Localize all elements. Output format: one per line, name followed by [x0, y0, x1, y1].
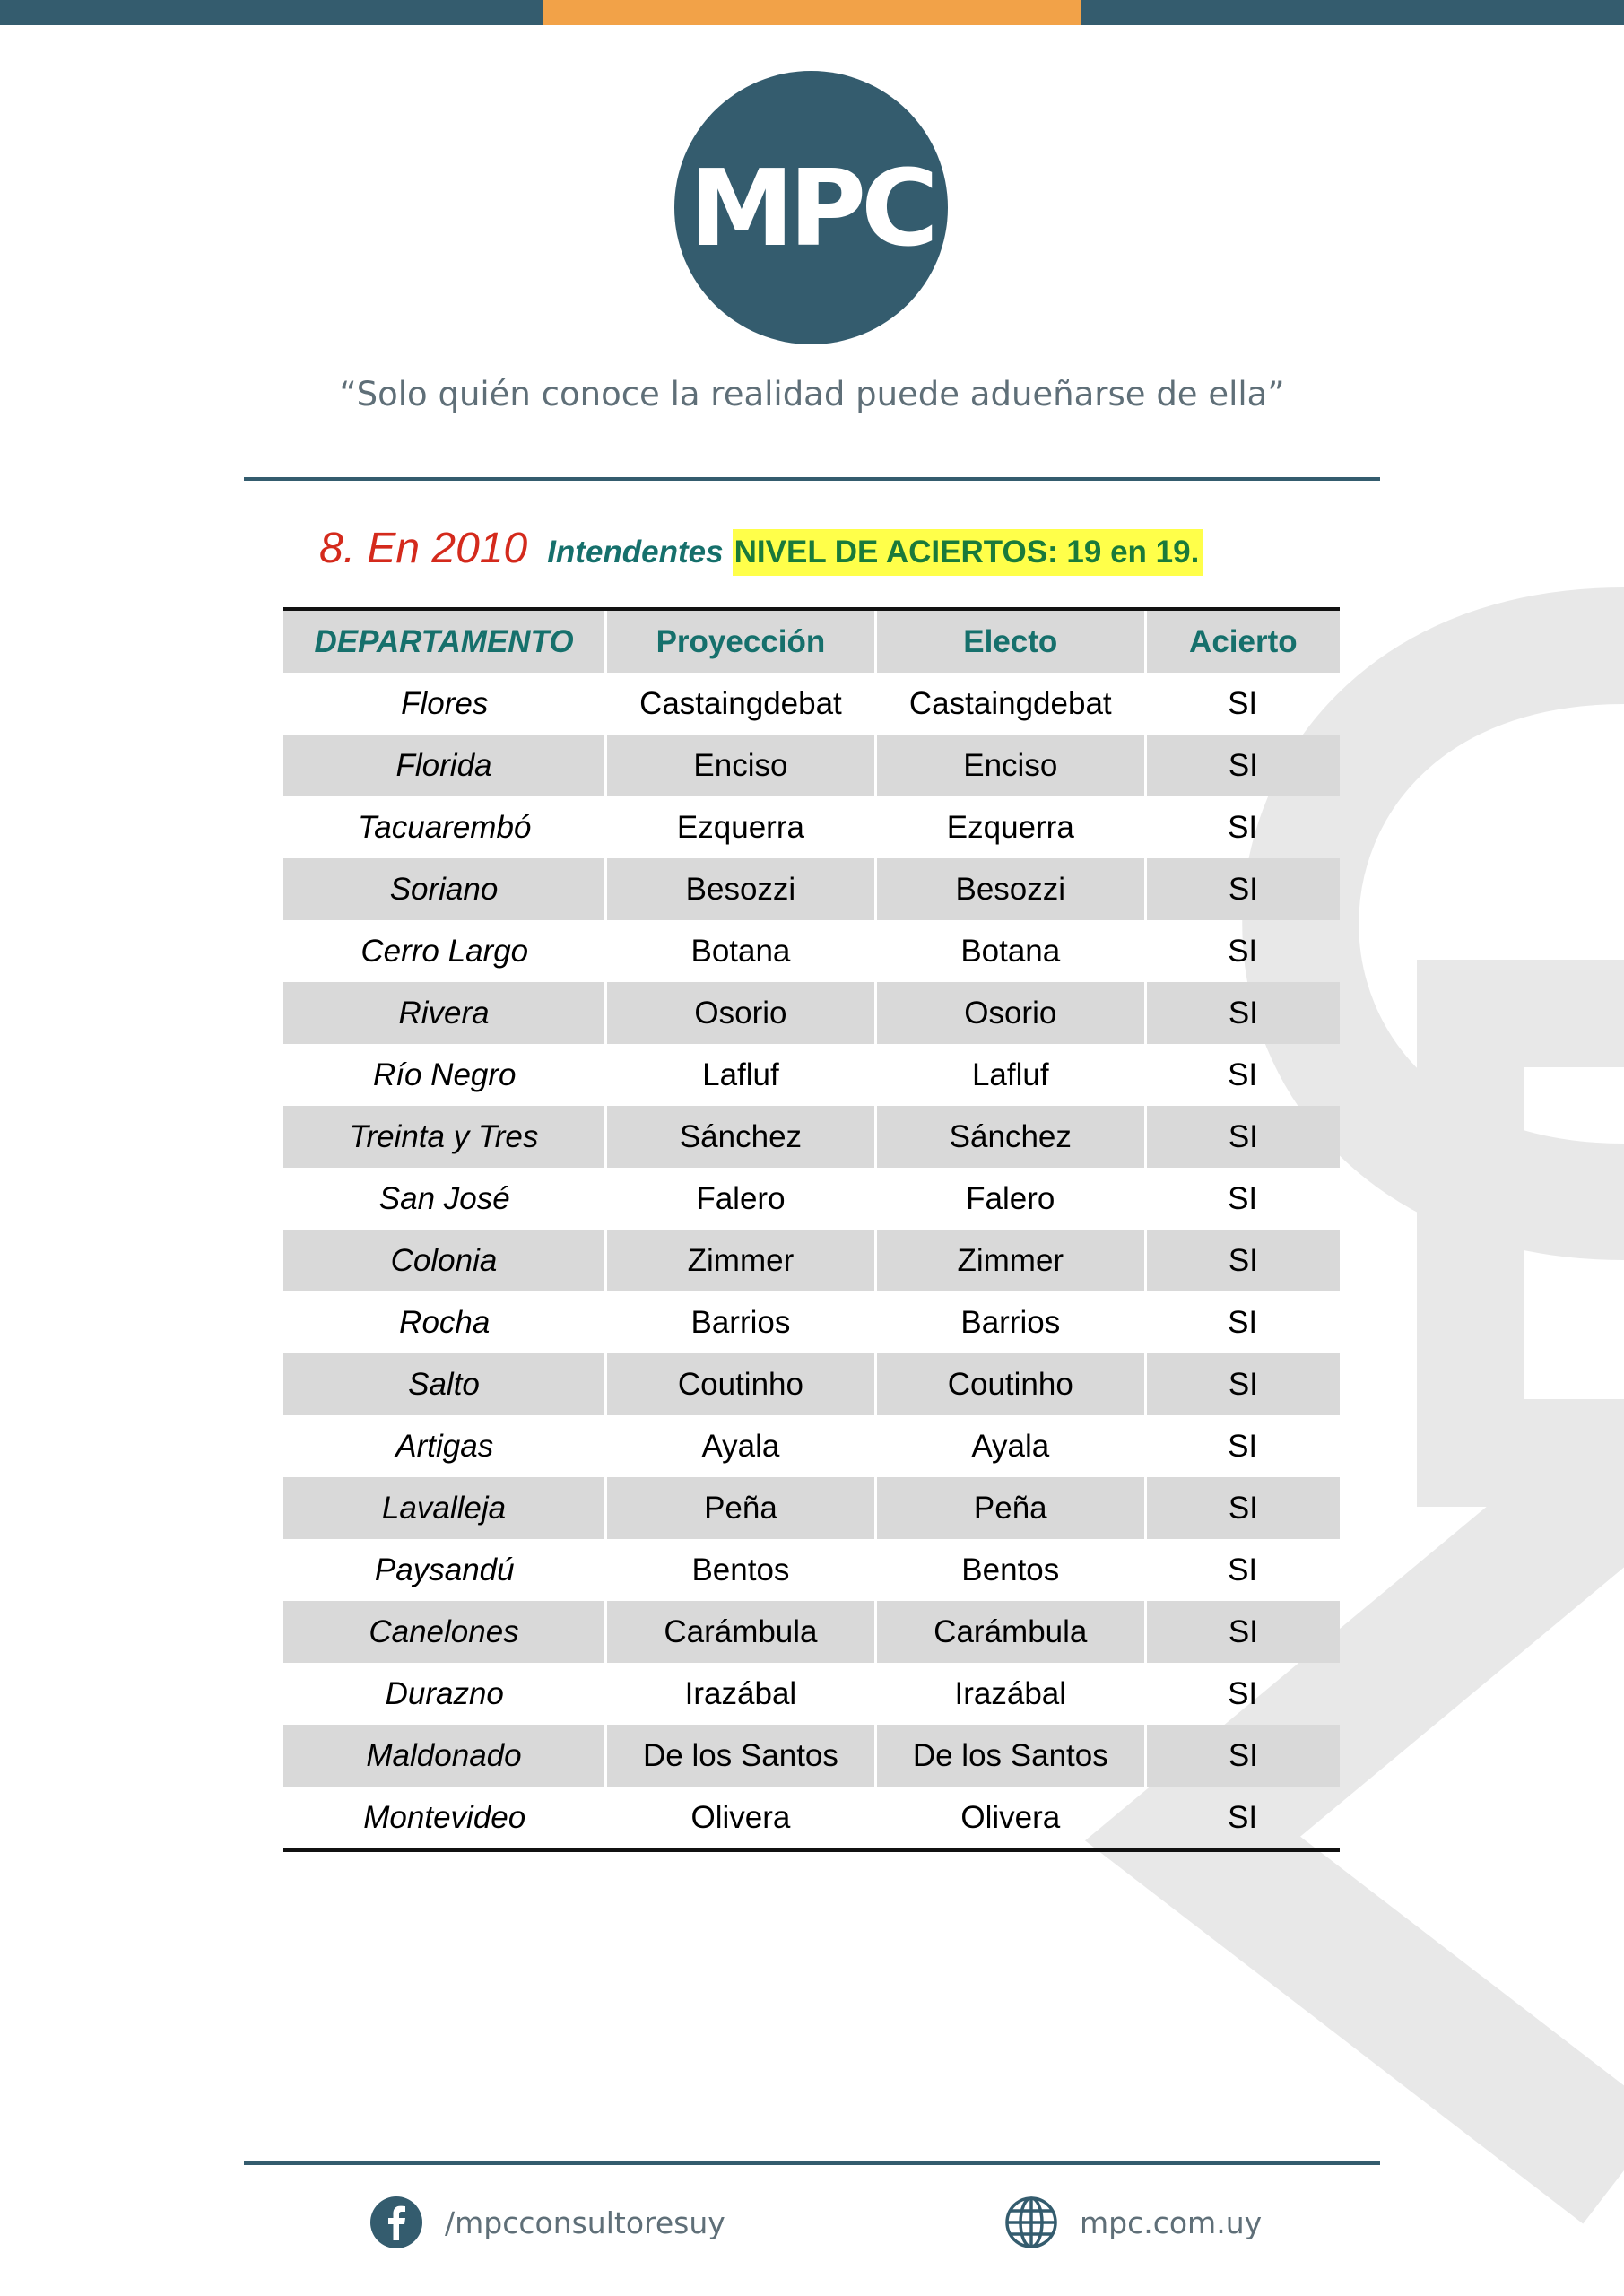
- header-proyeccion: Proyección: [606, 609, 876, 673]
- table-row: [283, 796, 1340, 858]
- footer-facebook[interactable]: [369, 2196, 725, 2249]
- table-row: [283, 1106, 1340, 1168]
- heading-highlight: NIVEL DE ACIERTOS: 19 en 19.: [733, 529, 1203, 576]
- cell-acierto: SI: [1145, 1230, 1340, 1292]
- header-electo: Electo: [875, 609, 1145, 673]
- cell-proyeccion: Coutinho: [606, 1353, 876, 1415]
- cell-electo: Olivera: [960, 1799, 1061, 1835]
- top-band-left: [0, 0, 543, 25]
- cell-proyeccion: Olivera: [690, 1799, 791, 1835]
- cell-proyeccion: De los Santos: [606, 1725, 876, 1787]
- footer-website[interactable]: [1004, 2196, 1262, 2249]
- table-body: [283, 673, 1340, 1850]
- cell-departamento: Flores: [401, 685, 489, 721]
- cell-acierto: SI: [1228, 1304, 1258, 1340]
- cell-departamento: Soriano: [283, 858, 606, 920]
- cell-proyeccion: Castaingdebat: [639, 685, 842, 721]
- cell-acierto: SI: [1228, 1428, 1258, 1464]
- cell-electo: Osorio: [875, 982, 1145, 1044]
- table-row: [283, 735, 1340, 796]
- cell-departamento: Lavalleja: [283, 1477, 606, 1539]
- cell-departamento: San José: [378, 1180, 510, 1216]
- cell-departamento: Salto: [283, 1353, 606, 1415]
- cell-electo: Carámbula: [875, 1601, 1145, 1663]
- cell-acierto: SI: [1145, 1106, 1340, 1168]
- section-heading: [319, 524, 1203, 578]
- cell-electo: Ayala: [971, 1428, 1050, 1464]
- cell-departamento: Durazno: [385, 1675, 504, 1711]
- table-row: [283, 1292, 1340, 1353]
- mpc-logo: [674, 71, 948, 344]
- table-row: [283, 1477, 1340, 1539]
- table-header-row: [283, 609, 1340, 673]
- cell-acierto: SI: [1228, 1675, 1258, 1711]
- watermark-p-shape: [1471, 1013, 1624, 1453]
- cell-acierto: SI: [1228, 1552, 1258, 1587]
- cell-acierto: SI: [1145, 735, 1340, 796]
- cell-electo: Enciso: [875, 735, 1145, 796]
- cell-departamento: Artigas: [395, 1428, 494, 1464]
- cell-electo: Besozzi: [875, 858, 1145, 920]
- cell-acierto: SI: [1228, 933, 1258, 969]
- cell-departamento: Rocha: [399, 1304, 491, 1340]
- cell-electo: Barrios: [960, 1304, 1061, 1340]
- globe-icon: [1004, 2196, 1058, 2249]
- cell-electo: Falero: [966, 1180, 1055, 1216]
- cell-acierto: SI: [1228, 809, 1258, 845]
- cell-proyeccion: Barrios: [690, 1304, 791, 1340]
- cell-electo: Botana: [960, 933, 1061, 969]
- cell-electo: Ezquerra: [946, 809, 1074, 845]
- table-row: [283, 1044, 1340, 1106]
- cell-proyeccion: Ayala: [701, 1428, 780, 1464]
- cell-proyeccion: Irazábal: [684, 1675, 797, 1711]
- table-row: [283, 1663, 1340, 1725]
- cell-acierto: SI: [1228, 1180, 1258, 1216]
- cell-acierto: SI: [1228, 1799, 1258, 1835]
- cell-departamento: Canelones: [283, 1601, 606, 1663]
- table-row: [283, 1539, 1340, 1601]
- cell-electo: Zimmer: [875, 1230, 1145, 1292]
- table-row: [283, 1725, 1340, 1787]
- top-color-band: [0, 0, 1624, 25]
- cell-electo: Castaingdebat: [908, 685, 1112, 721]
- cell-proyeccion: Besozzi: [606, 858, 876, 920]
- table-row: [283, 858, 1340, 920]
- cell-departamento: Río Negro: [372, 1057, 517, 1092]
- table-row: [283, 1601, 1340, 1663]
- table-row: [283, 1787, 1340, 1850]
- cell-proyeccion: Enciso: [606, 735, 876, 796]
- cell-proyeccion: Peña: [606, 1477, 876, 1539]
- cell-proyeccion: Carámbula: [606, 1601, 876, 1663]
- cell-acierto: SI: [1145, 982, 1340, 1044]
- cell-acierto: SI: [1145, 1601, 1340, 1663]
- table-row: [283, 1415, 1340, 1477]
- cell-departamento: Colonia: [283, 1230, 606, 1292]
- cell-departamento: Paysandú: [374, 1552, 515, 1587]
- cell-acierto: SI: [1145, 1477, 1340, 1539]
- cell-electo: Lafluf: [971, 1057, 1049, 1092]
- cell-departamento: Montevideo: [363, 1799, 526, 1835]
- cell-electo: Peña: [875, 1477, 1145, 1539]
- table-row: [283, 1168, 1340, 1230]
- watermark-c-shape: [1300, 646, 1624, 1202]
- heading-number: 8. En 2010: [319, 525, 528, 572]
- header-departamento: DEPARTAMENTO: [283, 609, 606, 673]
- cell-proyeccion: Botana: [690, 933, 791, 969]
- cell-departamento: Treinta y Tres: [283, 1106, 606, 1168]
- cell-proyeccion: Zimmer: [606, 1230, 876, 1292]
- top-band-center: [543, 0, 1081, 25]
- cell-electo: Irazábal: [954, 1675, 1067, 1711]
- table-row: [283, 1353, 1340, 1415]
- cell-departamento: Florida: [283, 735, 606, 796]
- cell-proyeccion: Osorio: [606, 982, 876, 1044]
- top-band-right: [1081, 0, 1624, 25]
- cell-proyeccion: Ezquerra: [676, 809, 804, 845]
- table-row: [283, 1230, 1340, 1292]
- cell-proyeccion: Sánchez: [606, 1106, 876, 1168]
- cell-electo: Coutinho: [875, 1353, 1145, 1415]
- cell-departamento: Rivera: [283, 982, 606, 1044]
- table-row: [283, 673, 1340, 735]
- cell-departamento: Maldonado: [283, 1725, 606, 1787]
- mpc-logo-text: MPC: [689, 145, 934, 270]
- cell-electo: De los Santos: [875, 1725, 1145, 1787]
- cell-proyeccion: Falero: [696, 1180, 786, 1216]
- header-divider: [244, 477, 1380, 481]
- facebook-icon: [369, 2196, 423, 2249]
- header-acierto: Acierto: [1145, 609, 1340, 673]
- footer-divider: [244, 2161, 1380, 2165]
- cell-acierto: SI: [1145, 1725, 1340, 1787]
- cell-electo: Sánchez: [875, 1106, 1145, 1168]
- cell-electo: Bentos: [961, 1552, 1060, 1587]
- table-row: [283, 982, 1340, 1044]
- tagline: “Solo quién conoce la realidad puede adueñarse de ella”: [339, 375, 1285, 413]
- heading-subtitle: Intendentes: [547, 535, 724, 570]
- cell-proyeccion: Bentos: [691, 1552, 790, 1587]
- results-table: [283, 607, 1340, 1852]
- cell-acierto: SI: [1228, 685, 1258, 721]
- cell-acierto: SI: [1145, 858, 1340, 920]
- facebook-handle[interactable]: /mpcconsultoresuy: [445, 2205, 725, 2240]
- cell-proyeccion: Lafluf: [702, 1057, 779, 1092]
- cell-departamento: Cerro Largo: [360, 933, 529, 969]
- cell-departamento: Tacuarembó: [358, 809, 532, 845]
- cell-acierto: SI: [1228, 1057, 1258, 1092]
- cell-acierto: SI: [1145, 1353, 1340, 1415]
- website-link[interactable]: mpc.com.uy: [1080, 2205, 1263, 2240]
- table-row: [283, 920, 1340, 982]
